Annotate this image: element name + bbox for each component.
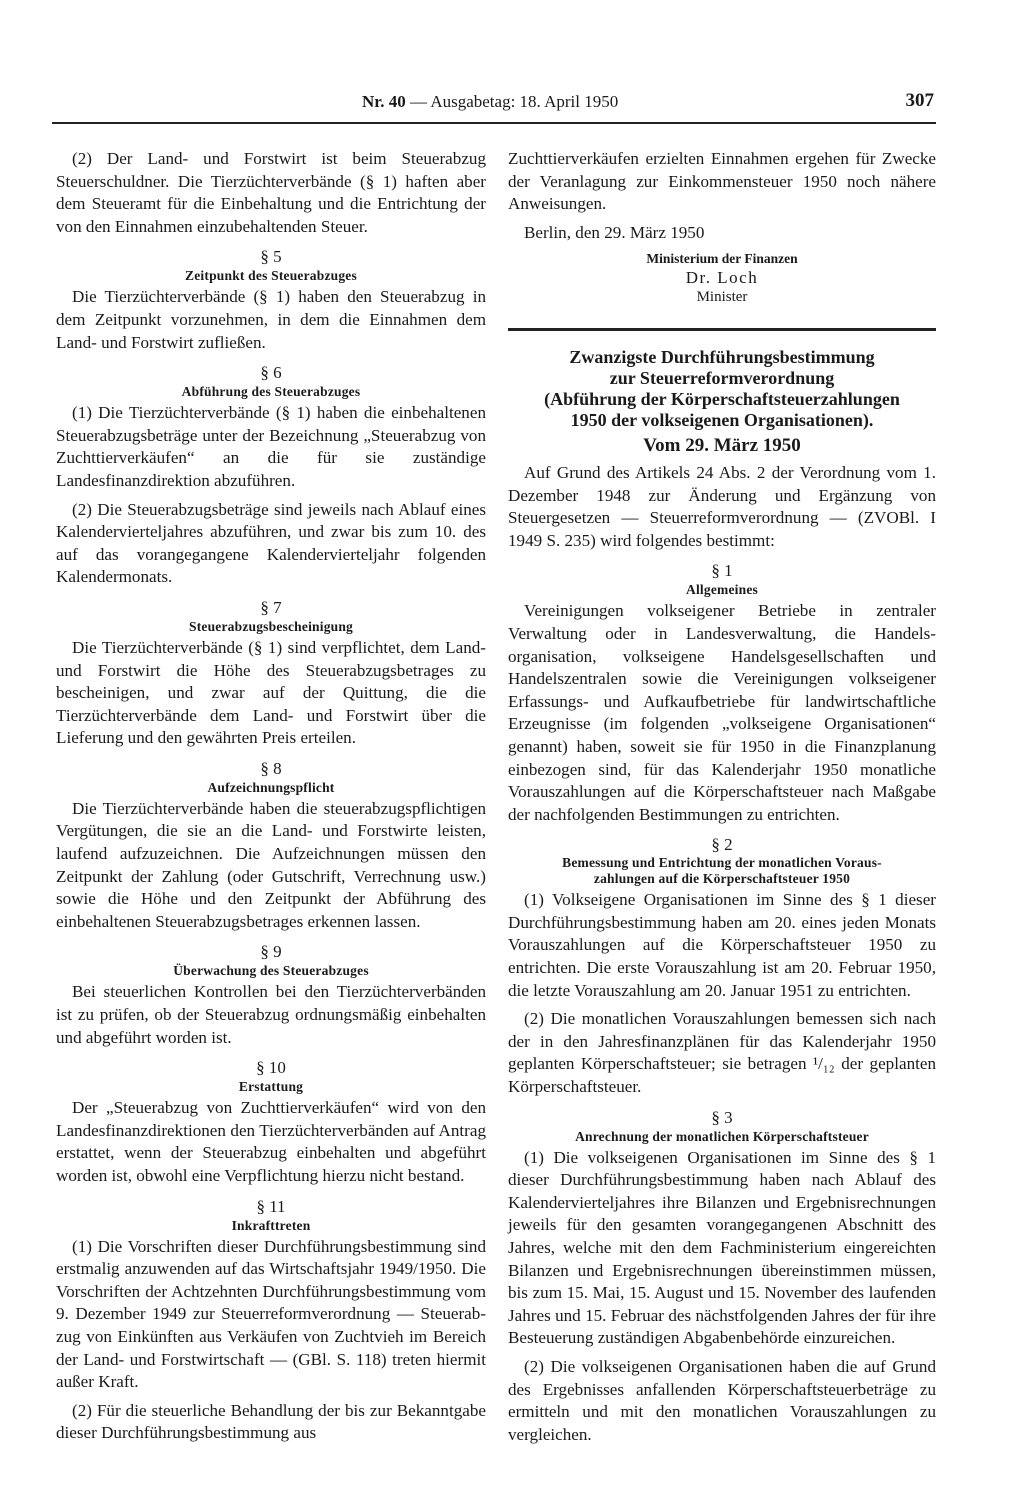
- paragraph: (1) Die Tierzüchterverbände (§ 1) haben die einbehaltenen Steuerabzugsbeträge unter der Bezeichnung „Steuerabzug von Zuchttierverkäufen“ an die für sie zuständige Landesfinanzdirektion abzuführen.: [56, 403, 486, 490]
- section-number: § 1: [711, 561, 733, 581]
- issue-date: — Ausgabetag: 18. April 1950: [405, 92, 619, 111]
- regulation-title-line: (Abführung der Körperschaftsteuerzahlungen: [544, 389, 900, 410]
- section-title: Steuerabzugsbescheinigung: [188, 618, 354, 634]
- paragraph: Vereinigungen volkseigener Betriebe in zentraler Verwaltung oder in Landesverwaltung, die Handelsorganisation, volkseigene Handelsgesellschaften und Handelszentralen sowie die Vereinigungen volkseigener Erfassungs- und Aufkaufbetriebe für landwirtschaftliche Erzeugnisse (im folgenden „volkseigene Organisationen“ genannt) haben, soweit sie für 1950 in die Finanzplanung einbezogen sind, für das Kalenderjahr 1950 monatliche Vorauszahlungen auf die Körperschaftsteuer nach Maßgabe der nachfolgenden Bestimmungen zu entrichten.: [508, 601, 936, 824]
- section-number: § 3: [711, 1107, 733, 1127]
- ministry-name: Ministerium der Finanzen: [646, 251, 798, 267]
- left-column: [56, 148, 486, 1451]
- section-title: Erstattung: [238, 1079, 304, 1095]
- section-title: Abführung des Steuerabzuges: [181, 384, 361, 400]
- section-title: Inkrafttreten: [231, 1217, 311, 1233]
- paragraph: (2) Die volkseigenen Organisationen haben die auf Grund des Ergebnisses anfallenden Körperschaftsteuerbeträge zu ermitteln und mit den monatlichen Vorauszahlungen zu vergleichen.: [508, 1356, 936, 1444]
- paragraph: (2) Die Steuerabzugsbeträge sind jeweils nach Ablauf eines Kalendervierteljahres abzuführen, und zwar bis zum 10. des auf das vorangegangene Kalendervierteljahr folgenden Kalendermonats.: [56, 499, 486, 587]
- section-title: Allgemeines: [686, 582, 758, 598]
- section-title: [508, 855, 936, 887]
- paragraph: (1) Volkseigene Organisationen im Sinne des § 1 dieser Durchführungsbestimmung haben am 20. eines jeden Monats Vorauszahlungen auf die Körperschaftsteuer 1950 zu entrichten. Die erste Vorauszahlung ist am 20. Februar 1950, die letzte Vorauszahlung am 20. Januar 1951 zu entrichten.: [508, 890, 936, 1000]
- section-number: § 11: [256, 1196, 286, 1216]
- section-title: Aufzeichnungspflicht: [207, 779, 335, 795]
- section-title-line: zahlungen auf die Körperschaftsteuer 1950: [593, 871, 851, 887]
- paragraph: Der „Steuerabzug von Zuchttierverkäufen“ wird von den Landesfinanzdirektionen den Tierzüchterverbänden auf Antrag erstattet, wenn der Steuerabzug einbehalten und abgeführt worden ist, obwohl eine Verpflichtung hierzu nicht bestand.: [56, 1098, 486, 1185]
- paragraph-continuation: Zuchttierverkäufen erzielten Einnahmen ergehen für Zwecke der Veranlagung zur Einkommensteuer 1950 noch nähere Anweisungen.: [508, 149, 936, 214]
- paragraph: (2) Die monatlichen Vorauszahlungen bemessen sich nach der in den Jahresfinanzplänen für das Kalenderjahr 1950 geplanten Körperschaftsteuer; sie betragen ¹/₁₂ der geplanten Körperschaftsteuer.: [508, 1009, 936, 1097]
- section-divider: [508, 328, 936, 331]
- paragraph: Bei steuerlichen Kontrollen bei den Tierzüchterverbänden ist zu prüfen, ob der Steuerabzug ordnungsmäßig einbehalten und abgeführt worden ist.: [56, 982, 486, 1047]
- regulation-title-line: Zwanzigste Durchführungsbestimmung: [569, 347, 875, 368]
- section-title-line: Bemessung und Entrichtung der monatlichen Voraus-: [562, 855, 882, 871]
- preamble: Auf Grund des Artikels 24 Abs. 2 der Verordnung vom 1. Dezember 1948 zur Änderung und Ergänzung von Steuergesetzen — Steuerreformverordnung — (ZVOBl. I 1949 S. 235) wird folgendes bestimmt:: [508, 462, 936, 550]
- signer-name: Dr. Loch: [685, 268, 759, 288]
- paragraph: (1) Die volkseigenen Organisationen im Sinne des § 1 dieser Durchführungsbestimmung haben nach Ablauf des Kalendervierteljahres ihre Bilanzen und Ergebnisrechnungen jeweils für den gesamten vorangegangenen Abschnitt des Jahres, welche mit den dem Fachministerium eingereichten Bilanzen und Ergebnisrechnungen übereinstimmen müssen, bis zum 15. Mai, 15. August und 15. November des laufenden Jahres und 15. Februar des nächstfolgenden Jahres der für ihre Besteuerung zuständigen Abgabenbehörde einzureichen.: [508, 1147, 936, 1348]
- regulation-title-line: zur Steuerreformverordnung: [609, 368, 835, 389]
- page-header: [52, 90, 936, 124]
- issue-number: Nr. 40: [362, 92, 406, 111]
- paragraph: Die Tierzüchterverbände (§ 1) sind verpflichtet, dem Land- und Forstwirt die Höhe des Steuerabzugsbetrages zu bescheinigen, und zwar auf der Quittung, die die Tierzüchterverbände dem Land- und Forstwirt über die Lieferung und den gewährten Preis erteilen.: [56, 637, 486, 748]
- right-column: [508, 148, 936, 1452]
- section-number: § 6: [260, 363, 282, 383]
- section-title: Anrechnung der monatlichen Körperschaftsteuer: [575, 1128, 869, 1144]
- paragraph: (1) Die Vorschriften dieser Durchführungsbestimmung sind erstmalig anzuwenden auf das Wirtschaftsjahr 1949/1950. Die Vorschriften der Achtzehnten Durchführungsbestimmung vom 9. Dezember 1949 zur Steuerreformverordnung — Steuerabzug von Einkünften aus Verkäufen von Zuchtvieh im Bereich der Land- und Forstwirtschaft — (GBl. S. 118) treten hiermit außer Kraft.: [56, 1236, 486, 1392]
- issue-line: [362, 92, 618, 112]
- section-number: § 2: [711, 835, 733, 855]
- place-date: Berlin, den 29. März 1950: [524, 222, 705, 242]
- regulation-title-line: 1950 der volkseigenen Organisationen).: [570, 410, 874, 431]
- section-title: Zeitpunkt des Steuerabzuges: [185, 268, 357, 284]
- page-number: 307: [905, 90, 934, 111]
- paragraph: (2) Für die steuerliche Behandlung der bis zur Bekanntgabe dieser Durchführungsbestimmung aus: [56, 1400, 486, 1443]
- section-number: § 5: [260, 247, 282, 267]
- signer-role: Minister: [696, 289, 748, 306]
- paragraph: Die Tierzüchterverbände (§ 1) haben den Steuerabzug in dem Zeitpunkt vorzunehmen, in dem die Einnahmen dem Land- und Forstwirt zufließen.: [56, 287, 486, 352]
- section-title: Überwachung des Steuerabzuges: [173, 963, 369, 979]
- section-number: § 9: [260, 942, 282, 962]
- paragraph: Die Tierzüchterverbände haben die steuerabzugspflichtigen Vergütungen, die sie an die Land- und Forstwirte leisten, laufend aufzuzeichnen. Die Aufzeichnungen müssen den Zeitpunkt der Zahlung (oder Gutschrift, Verrechnung usw.) sowie die Höhe und den Zeitpunkt der Abführung des einbehaltenen Steuerabzugsbetrages erkennen lassen.: [56, 798, 486, 931]
- section-number: § 10: [256, 1058, 286, 1078]
- regulation-date: Vom 29. März 1950: [643, 435, 801, 457]
- section-number: § 8: [260, 758, 282, 778]
- paragraph: (2) Der Land- und Forstwirt ist beim Steuerabzug Steuerschuldner. Die Tierzüchterverbände (§ 1) haften aber dem Steueramt für die Einbehaltung und die Entrichtung der von den Einnahmen einzubehaltenden Steuer.: [56, 149, 486, 236]
- section-number: § 7: [260, 597, 282, 617]
